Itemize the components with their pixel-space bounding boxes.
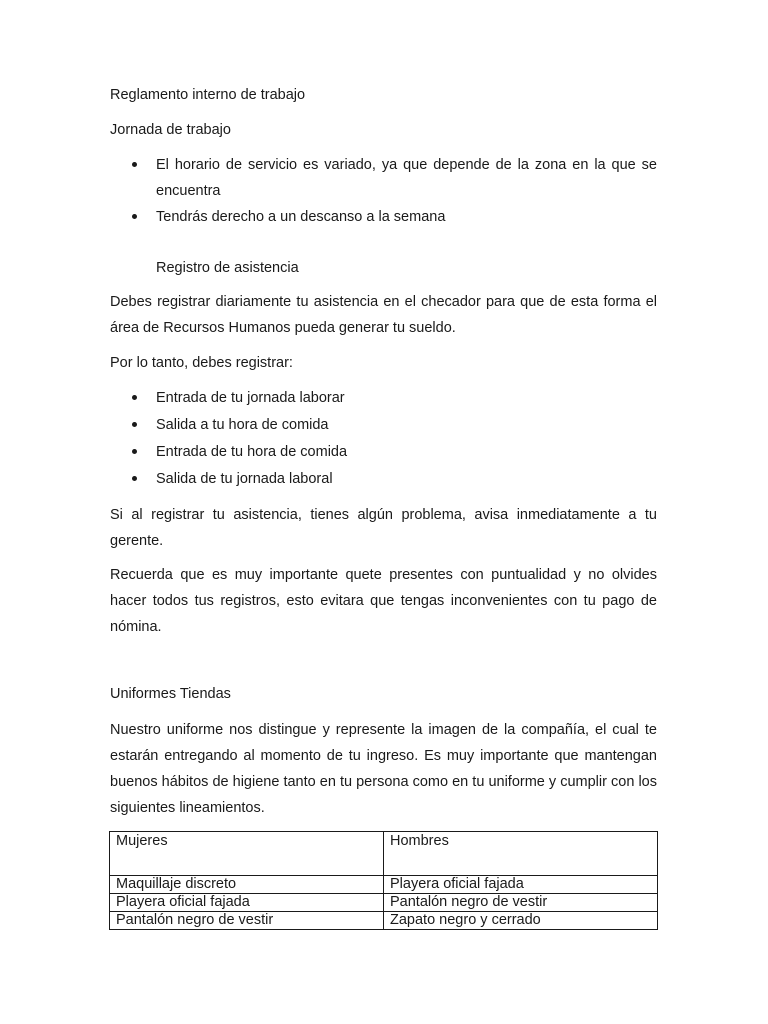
paragraph: Recuerda que es muy importante quete presentes con puntualidad y no olvides hacer todos tus registros, esto evitara que tengas inconvenientes con tu pago de nómina. xyxy=(110,567,657,635)
bullet-icon xyxy=(132,395,137,400)
section-heading-registro: Registro de asistencia xyxy=(156,260,299,276)
table-row xyxy=(110,912,658,930)
table-row xyxy=(110,876,658,894)
section-heading-jornada: Jornada de trabajo xyxy=(110,122,231,138)
list-item: El horario de servicio es variado, ya que depende de la zona en la que se encuentra xyxy=(110,152,657,204)
uniforms-table xyxy=(109,831,658,930)
list-item: Entrada de tu jornada laborar xyxy=(110,385,657,411)
table-header-cell: Mujeres xyxy=(110,832,384,876)
bullet-icon xyxy=(132,214,137,219)
bullet-icon xyxy=(132,449,137,454)
table-cell: Zapato negro y cerrado xyxy=(384,912,658,930)
table-row xyxy=(110,894,658,912)
bullet-icon xyxy=(132,422,137,427)
bullet-icon xyxy=(132,476,137,481)
paragraph: Debes registrar diariamente tu asistencia en el checador para que de esta forma el área de Recursos Humanos pueda generar tu sueldo. xyxy=(110,294,657,336)
table-cell: Pantalón negro de vestir xyxy=(110,912,384,930)
list-item: Salida a tu hora de comida xyxy=(110,412,657,438)
document-title: Reglamento interno de trabajo xyxy=(110,87,306,103)
table-cell: Playera oficial fajada xyxy=(110,894,384,912)
list-item: Salida de tu jornada laboral xyxy=(110,466,657,492)
paragraph: Por lo tanto, debes registrar: xyxy=(110,355,293,371)
registro-bullet-list xyxy=(110,385,657,493)
paragraph: Si al registrar tu asistencia, tienes algún problema, avisa inmediatamente a tu gerente. xyxy=(110,507,657,549)
bullet-icon xyxy=(132,162,137,167)
table-header-cell: Hombres xyxy=(384,832,658,876)
paragraph: Nuestro uniforme nos distingue y represente la imagen de la compañía, el cual te estarán entregando al momento de tu ingreso. Es muy importante que mantengan buenos hábitos de higiene tanto en tu persona como en tu uniforme y cumplir con los siguientes lineamientos. xyxy=(110,722,657,816)
section-heading-uniformes: Uniformes Tiendas xyxy=(110,686,231,702)
list-item: Tendrás derecho a un descanso a la semana xyxy=(110,204,657,230)
table-cell: Playera oficial fajada xyxy=(384,876,658,894)
jornada-bullet-list xyxy=(110,152,657,230)
list-item: Entrada de tu hora de comida xyxy=(110,439,657,465)
table-cell: Pantalón negro de vestir xyxy=(384,894,658,912)
table-cell: Maquillaje discreto xyxy=(110,876,384,894)
table-header-row xyxy=(110,832,658,876)
